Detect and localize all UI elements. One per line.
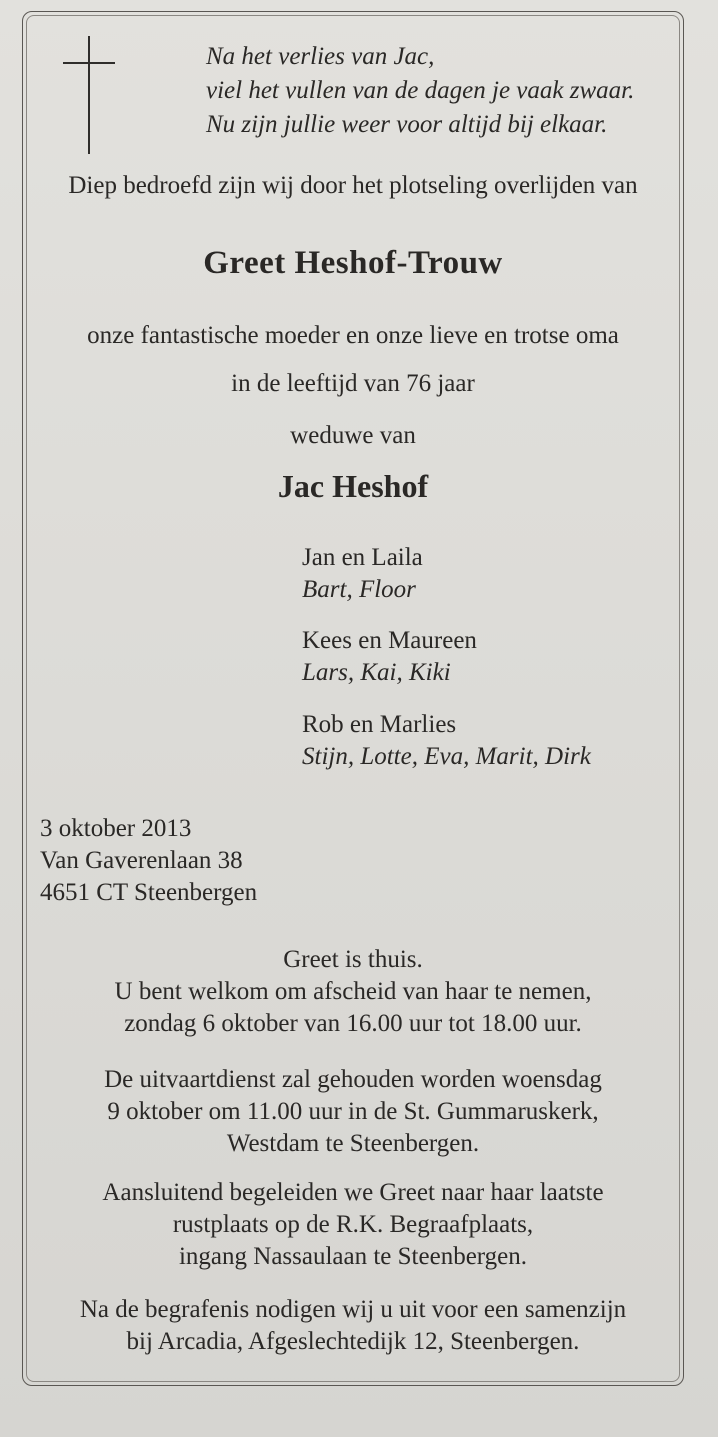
address-block [40, 813, 257, 909]
visitation-line: U bent welkom om afscheid van haar te nemen, [114, 978, 592, 1005]
burial-line: Aansluitend begeleiden we Greet naar haar laatste [102, 1179, 604, 1206]
address-city: 4651 CT Steenbergen [40, 879, 258, 906]
service-line: Westdam te Steenbergen. [226, 1130, 480, 1157]
cross-vertical-bar [88, 36, 90, 154]
cross-horizontal-bar [63, 62, 115, 64]
age-text: in de leeftijd van 76 jaar [231, 370, 475, 397]
visitation-line: Greet is thuis. [283, 946, 423, 973]
service-line: De uitvaartdienst zal gehouden worden woensdag [104, 1066, 602, 1093]
family-children: Lars, Kai, Kiki [302, 659, 451, 686]
family-group [302, 625, 477, 689]
widow-of-text: weduwe van [290, 422, 416, 449]
family-group [302, 542, 423, 606]
poem-line: viel het vullen van de dagen je vaak zwaar. [206, 77, 635, 104]
family-parents: Rob en Marlies [302, 711, 457, 738]
burial-info [22, 1177, 684, 1273]
service-line: 9 oktober om 11.00 uur in de St. Gummaruskerk, [107, 1098, 599, 1125]
burial-line: rustplaats op de R.K. Begraafplaats, [172, 1211, 534, 1238]
deceased-name: Greet Heshof-Trouw [203, 245, 503, 281]
address-street: Van Gaverenlaan 38 [40, 847, 243, 874]
poem-line: Na het verlies van Jac, [206, 43, 435, 70]
notice-date: 3 oktober 2013 [40, 815, 192, 842]
intro-text: Diep bedroefd zijn wij door het plotseling overlijden van [68, 172, 638, 199]
poem-line: Nu zijn jullie weer voor altijd bij elkaar. [206, 111, 608, 138]
family-children: Bart, Floor [302, 576, 416, 603]
family-group [302, 709, 591, 773]
service-info [22, 1064, 684, 1160]
family-parents: Jan en Laila [302, 544, 423, 571]
burial-line: ingang Nassaulaan te Steenbergen. [178, 1243, 528, 1270]
family-parents: Kees en Maureen [302, 627, 477, 654]
reception-line: Na de begrafenis nodigen wij u uit voor een samenzijn [79, 1296, 627, 1323]
family-children: Stijn, Lotte, Eva, Marit, Dirk [302, 743, 591, 770]
memorial-poem [206, 40, 634, 142]
visitation-line: zondag 6 oktober van 16.00 uur tot 18.00 uur. [124, 1010, 582, 1037]
late-spouse-name: Jac Heshof [277, 468, 429, 504]
reception-line: bij Arcadia, Afgeslechtedijk 12, Steenbergen. [126, 1328, 580, 1355]
visitation-info [22, 944, 684, 1040]
reception-info [22, 1294, 684, 1358]
relation-text: onze fantastische moeder en onze lieve en trotse oma [87, 322, 619, 349]
